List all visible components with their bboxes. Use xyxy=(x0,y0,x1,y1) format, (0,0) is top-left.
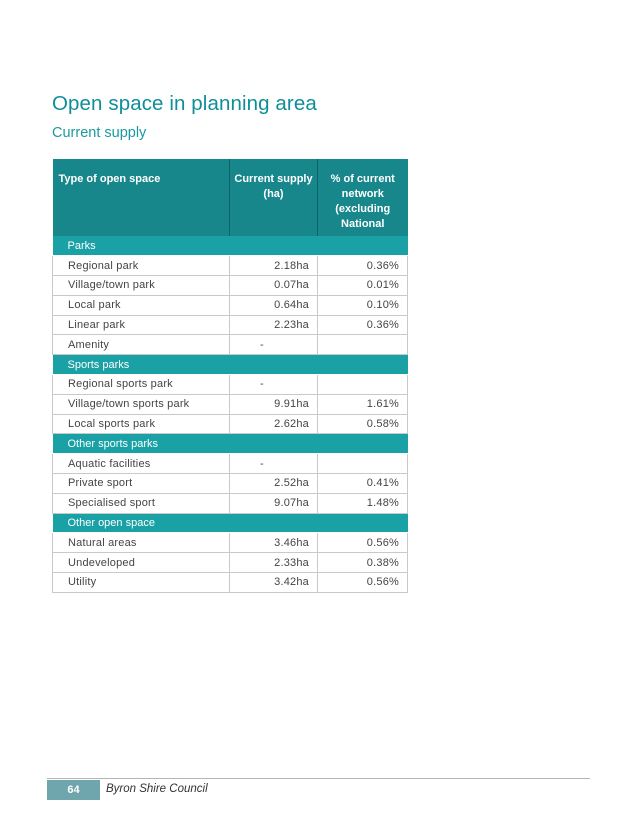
cell-pct xyxy=(318,375,408,395)
cell-supply: 9.07ha xyxy=(230,493,318,513)
cell-supply: 3.46ha xyxy=(230,533,318,553)
table-row xyxy=(53,375,408,395)
cell-supply: 0.07ha xyxy=(230,276,318,296)
cell-type: Undeveloped xyxy=(53,553,230,573)
table-row xyxy=(53,493,408,513)
cell-pct: 0.38% xyxy=(318,553,408,573)
cell-type: Natural areas xyxy=(53,533,230,553)
group-header-row xyxy=(53,434,408,454)
page-heading: Open space in planning area xyxy=(52,92,317,115)
table-row xyxy=(53,276,408,296)
group-label: Other open space xyxy=(53,513,408,533)
cell-type: Village/town park xyxy=(53,276,230,296)
table-row xyxy=(53,394,408,414)
group-label: Parks xyxy=(53,236,408,256)
cell-supply: - xyxy=(230,454,318,474)
cell-type: Amenity xyxy=(53,335,230,355)
cell-type: Regional park xyxy=(53,256,230,276)
cell-type: Private sport xyxy=(53,474,230,494)
cell-pct: 0.56% xyxy=(318,533,408,553)
cell-type: Village/town sports park xyxy=(53,394,230,414)
table-row xyxy=(53,533,408,553)
cell-pct xyxy=(318,335,408,355)
table-row xyxy=(53,454,408,474)
header-supply: Current supply (ha) xyxy=(230,159,318,236)
header-pct: % of current network (excluding National xyxy=(318,159,408,236)
cell-supply: - xyxy=(230,335,318,355)
table-header-row xyxy=(53,159,408,236)
cell-supply: 2.52ha xyxy=(230,474,318,494)
group-header-row xyxy=(53,236,408,256)
cell-supply: 2.62ha xyxy=(230,414,318,434)
page-number: 64 xyxy=(47,780,100,800)
table-row xyxy=(53,474,408,494)
cell-pct: 1.61% xyxy=(318,394,408,414)
table-row xyxy=(53,573,408,593)
table-row xyxy=(53,553,408,573)
cell-pct xyxy=(318,454,408,474)
cell-supply: 2.18ha xyxy=(230,256,318,276)
cell-type: Specialised sport xyxy=(53,493,230,513)
cell-supply: 9.91ha xyxy=(230,394,318,414)
table-row xyxy=(53,295,408,315)
cell-pct: 0.36% xyxy=(318,315,408,335)
header-type: Type of open space xyxy=(53,159,230,236)
group-label: Sports parks xyxy=(53,355,408,375)
cell-supply: 3.42ha xyxy=(230,573,318,593)
cell-supply: 2.23ha xyxy=(230,315,318,335)
footer-council-name: Byron Shire Council xyxy=(106,783,208,795)
cell-pct: 0.01% xyxy=(318,276,408,296)
group-label: Other sports parks xyxy=(53,434,408,454)
cell-type: Aquatic facilities xyxy=(53,454,230,474)
table-row xyxy=(53,414,408,434)
table-body xyxy=(53,236,408,592)
table-row xyxy=(53,335,408,355)
table-row xyxy=(53,315,408,335)
group-header-row xyxy=(53,513,408,533)
cell-pct: 1.48% xyxy=(318,493,408,513)
cell-type: Linear park xyxy=(53,315,230,335)
cell-pct: 0.36% xyxy=(318,256,408,276)
cell-supply: 2.33ha xyxy=(230,553,318,573)
cell-pct: 0.56% xyxy=(318,573,408,593)
cell-pct: 0.41% xyxy=(318,474,408,494)
footer-divider xyxy=(47,778,590,779)
section-subheading: Current supply xyxy=(52,125,147,141)
cell-type: Utility xyxy=(53,573,230,593)
cell-supply: 0.64ha xyxy=(230,295,318,315)
cell-pct: 0.10% xyxy=(318,295,408,315)
cell-type: Local park xyxy=(53,295,230,315)
cell-supply: - xyxy=(230,375,318,395)
cell-pct: 0.58% xyxy=(318,414,408,434)
open-space-table xyxy=(52,159,408,593)
cell-type: Local sports park xyxy=(53,414,230,434)
group-header-row xyxy=(53,355,408,375)
table-row xyxy=(53,256,408,276)
cell-type: Regional sports park xyxy=(53,375,230,395)
